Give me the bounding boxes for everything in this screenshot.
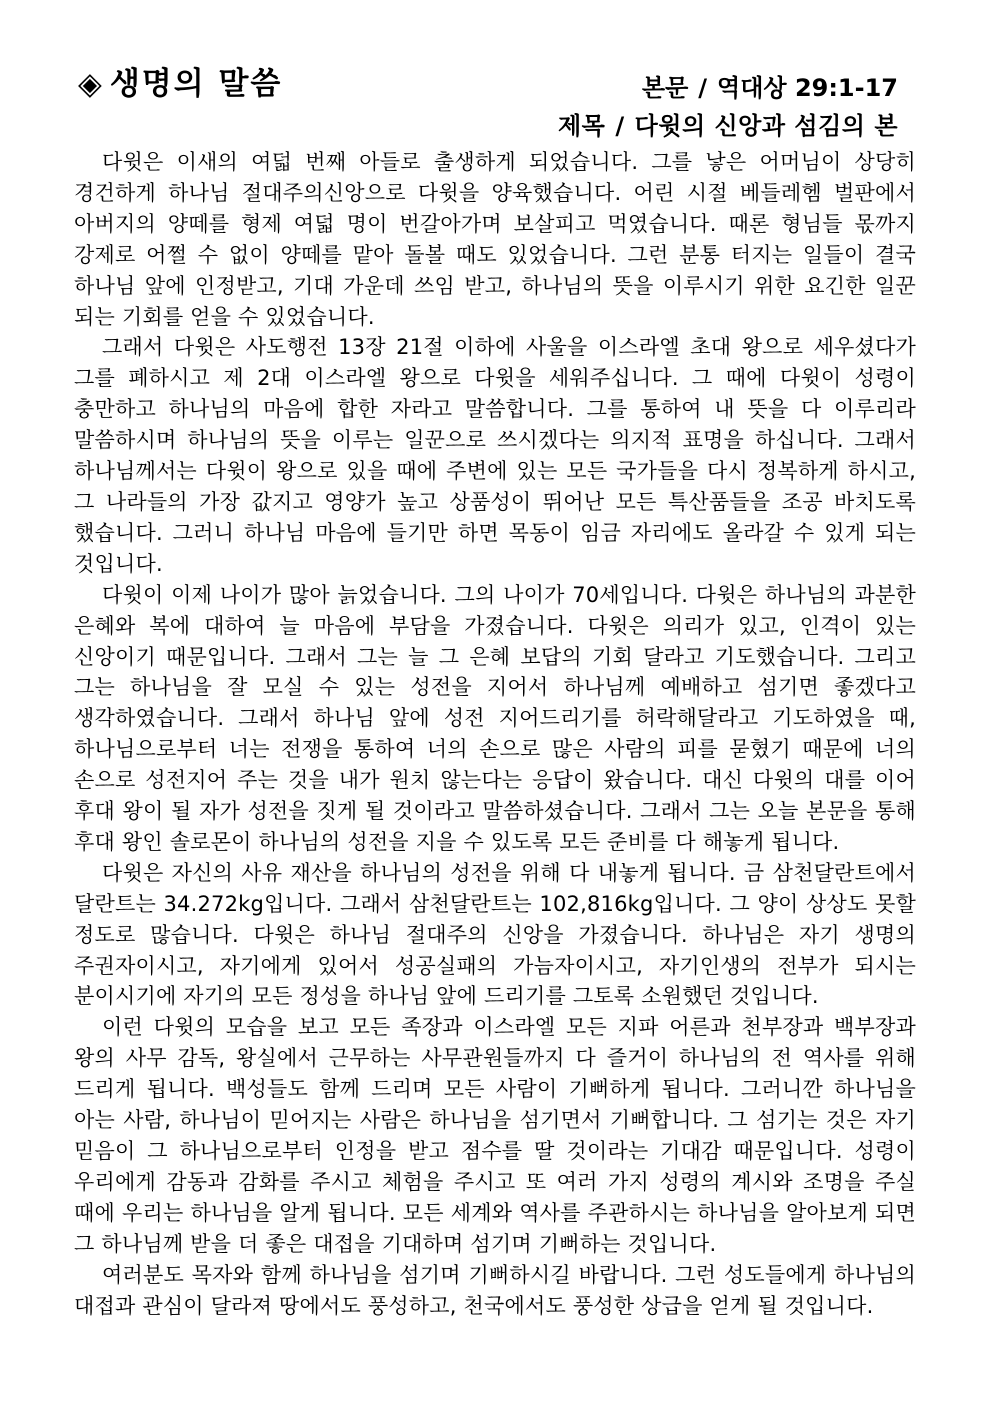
reference-label: 본문 bbox=[641, 74, 689, 102]
subject-separator: / bbox=[615, 112, 625, 140]
paragraph: 다윗은 자신의 사유 재산을 하나님의 성전을 위해 다 내놓게 됩니다. 금 삼천달란트에서 달란트는 34.272kg입니다. 그래서 삼천달란트는 102,816kg입니다. 그 양이 상상도 못할 정도로 많습니다. 다윗은 하나님 절대주의 신앙을 가졌습니다. 하나님은 자기 생명의 주권자이시고, 자기에게 있어서 성공실패의 가늠자이시고, 자기인생의 전부가 되시는 분이시기에 자기의 모든 정성을 하나님 앞에 드리기를 그토록 소원했던 것입니다. bbox=[74, 860, 916, 1009]
paragraph: 여러분도 목자와 함께 하나님을 섬기며 기뻐하시길 바랍니다. 그런 성도들에게 하나님의 대접과 관심이 달라져 땅에서도 풍성하고, 천국에서도 풍성한 상급을 얻게 될 것입니다. bbox=[74, 1262, 916, 1318]
paragraph: 그래서 다윗은 사도행전 13장 21절 이하에 사울을 이스라엘 초대 왕으로 세우셨다가 그를 폐하시고 제 2대 이스라엘 왕으로 다윗을 세워주십니다. 그 때에 다윗이 성령이 충만하고 하나님의 마음에 합한 자라고 말씀합니다. 그를 통하여 내 뜻을 다 이루리라 말씀하시며 하나님의 뜻을 이루는 일꾼으로 쓰시겠다는 의지적 표명을 하십니다. 그래서 하나님께서는 다윗이 왕으로 있을 때에 주변에 있는 모든 국가들을 다시 정복하게 하시고, 그 나라들의 가장 값지고 영양가 높고 상품성이 뛰어난 모든 특산품들을 조공 바치도록 했습니다. 그러니 하나님 마음에 들기만 하면 목동이 임금 자리에도 올라갈 수 있게 되는 것입니다. bbox=[74, 335, 916, 576]
reference-separator: / bbox=[698, 74, 708, 102]
paragraph: 다윗은 이새의 여덟 번째 아들로 출생하게 되었습니다. 그를 낳은 어머님이 상당히 경건하게 하나님 절대주의신앙으로 다윗을 양육했습니다. 어린 시절 베들레헴 벌판에서 아버지의 양떼를 형제 여덟 명이 번갈아가며 보살피고 먹였습니다. 때론 형님들 몫까지 강제로 어쩔 수 없이 양떼를 맡아 돌볼 때도 있었습니다. 그런 분통 터지는 일들이 결국 하나님 앞에 인정받고, 기대 가운데 쓰임 받고, 하나님의 뜻을 이루시기 위한 요긴한 일꾼 되는 기회를 얻을 수 있었습니다. bbox=[74, 150, 916, 329]
subject-value: 다윗의 신앙과 섬김의 본 bbox=[634, 112, 898, 140]
section-title bbox=[78, 58, 282, 103]
paragraph: 다윗이 이제 나이가 많아 늙었습니다. 그의 나이가 70세입니다. 다윗은 하나님의 과분한 은혜와 복에 대하여 늘 마음에 부담을 가졌습니다. 다윗은 의리가 있고, 인격이 있는 신앙이기 때문입니다. 그래서 그는 늘 그 은혜 보답의 기회 달라고 기도했습니다. 그리고 그는 하나님을 잘 모실 수 있는 성전을 지어서 하나님께 예배하고 섬기면 좋겠다고 생각하였습니다. 그래서 하나님 앞에 성전 지어드리기를 허락해달라고 기도하였을 때, 하나님으로부터 너는 전쟁을 통하여 너의 손으로 많은 사람의 피를 묻혔기 때문에 너의 손으로 성전지어 주는 것을 내가 원치 않는다는 응답이 왔습니다. 대신 다윗의 대를 이어 후대 왕이 될 자가 성전을 짓게 될 것이라고 말씀하셨습니다. 그래서 그는 오늘 본문을 통해 후대 왕인 솔로몬이 하나님의 성전을 지을 수 있도록 모든 준비를 다 해놓게 됩니다. bbox=[74, 582, 916, 854]
sermon-subject bbox=[558, 106, 898, 141]
scripture-reference bbox=[642, 68, 898, 103]
sermon-body bbox=[74, 147, 916, 1321]
section-title-text: 생명의 말씀 bbox=[109, 66, 283, 102]
subject-label: 제목 bbox=[557, 112, 606, 140]
reference-value: 역대상 29:1-17 bbox=[717, 74, 898, 102]
paragraph: 이런 다윗의 모습을 보고 모든 족장과 이스라엘 모든 지파 어른과 천부장과 백부장과 왕의 사무 감독, 왕실에서 근무하는 사무관원들까지 다 즐거이 하나님의 전 역사를 위해 드리게 됩니다. 백성들도 함께 드리며 모든 사람이 기뻐하게 됩니다. 그러니깐 하나님을 아는 사람, 하나님이 믿어지는 사람은 하나님을 섬기면서 기뻐합니다. 그 섬기는 것은 자기 믿음이 그 하나님으로부터 인정을 받고 점수를 딸 것이라는 기대감 때문입니다. 성령이 우리에게 감동과 감화를 주시고 체험을 주시고 또 여러 가지 성령의 계시와 조명을 주실 때에 우리는 하나님을 알게 됩니다. 모든 세계와 역사를 주관하시는 하나님을 알아보게 되면 그 하나님께 받을 더 좋은 대접을 기대하며 섬기며 기뻐하는 것입니다. bbox=[74, 1015, 916, 1256]
diamond-marker-icon: ◈ bbox=[78, 66, 104, 102]
